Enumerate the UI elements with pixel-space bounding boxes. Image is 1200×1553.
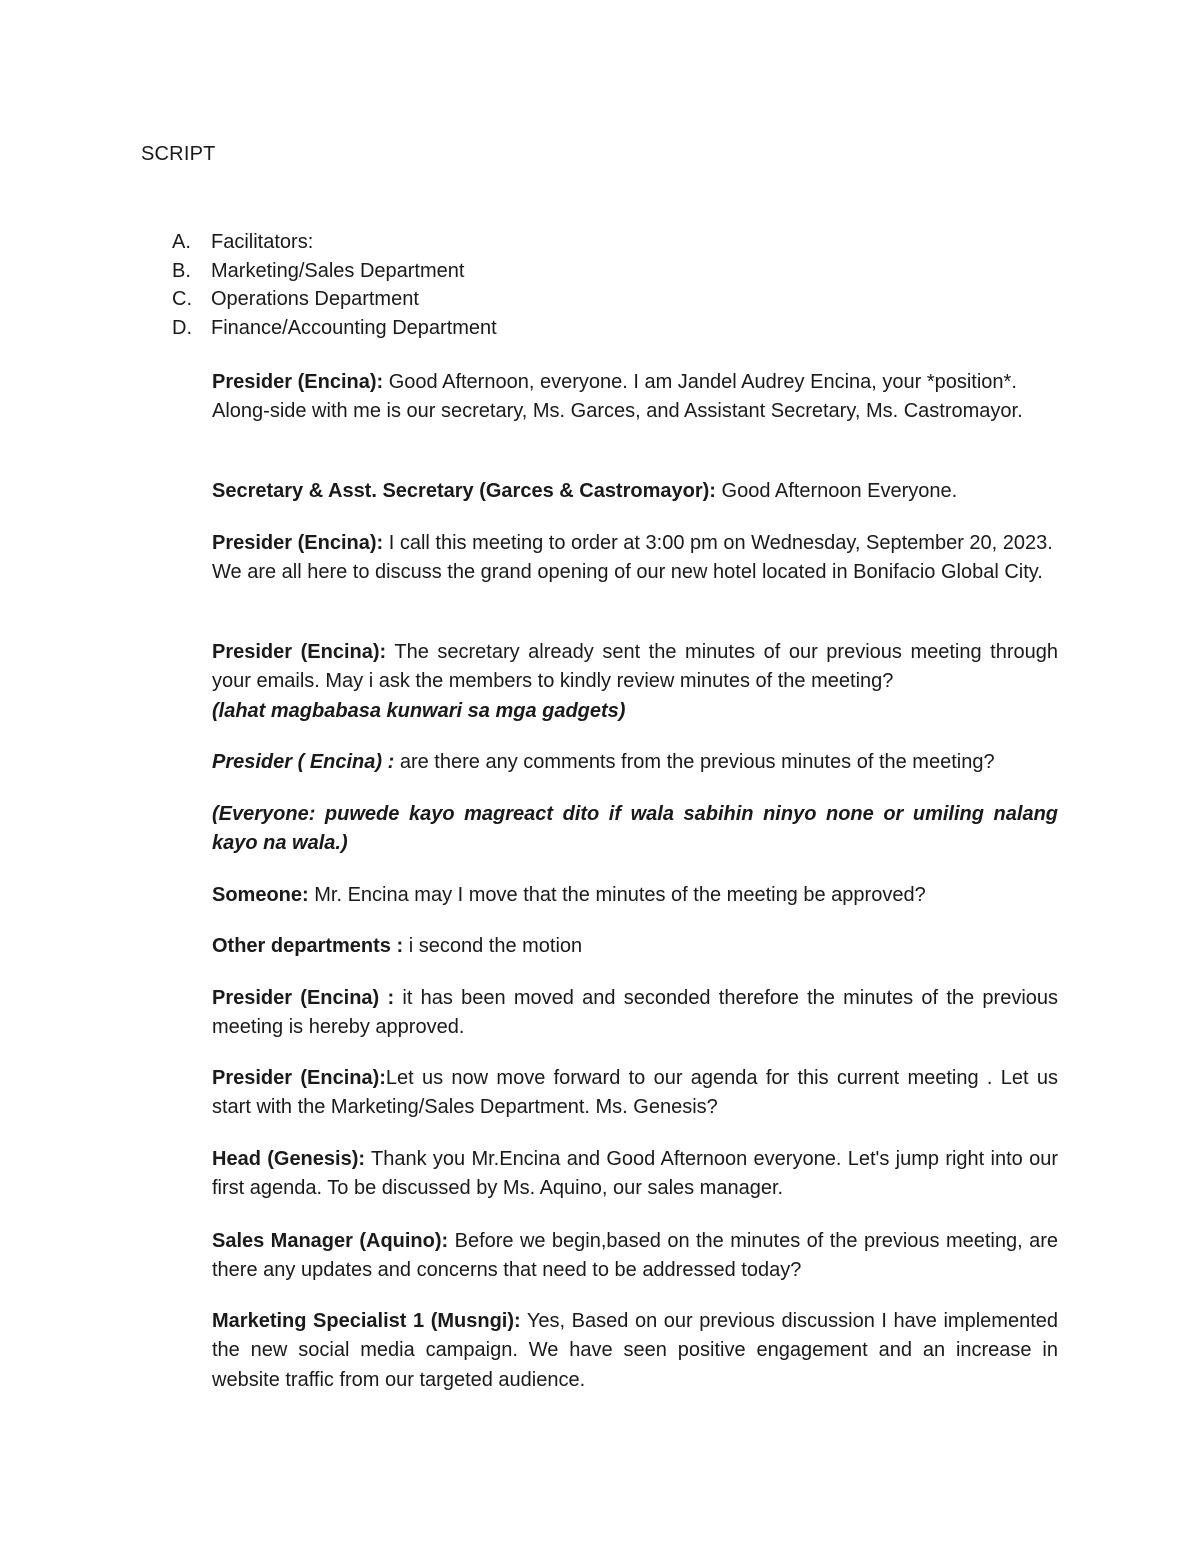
dialogue-text: are there any comments from the previous minutes of the meeting?	[394, 751, 995, 773]
script-paragraph	[212, 800, 1058, 859]
script-paragraph	[212, 1307, 1058, 1395]
script-paragraph	[212, 984, 1058, 1043]
speaker-label: Presider (Encina):	[212, 641, 387, 663]
script-paragraph	[212, 881, 1058, 910]
dialogue-text: Yes, Based on our previous discussion I have implemented the new social media campaign. We have seen positive engagement and an increase in website traffic from our targeted audience.	[212, 1310, 1058, 1391]
dialogue-text: Good Afternoon, everyone. I am Jandel Audrey Encina, your *position*. Along-side with me is our secretary, Ms. Garces, and Assistant Secretary, Ms. Castromayor.	[212, 371, 1023, 423]
dialogue-text: Before we begin,based on the minutes of the previous meeting, are there any updates and concerns that need to be addressed today?	[212, 1230, 1058, 1282]
dialogue-text: The secretary already sent the minutes of our previous meeting through your emails. May i ask the members to kindly review minutes of the meeting?	[212, 641, 1058, 693]
dialogue-text: i second the motion	[403, 935, 583, 957]
script-paragraph	[212, 1227, 1058, 1286]
agenda-item	[172, 314, 497, 343]
agenda-item	[172, 228, 497, 257]
speaker-label: Presider (Encina):	[212, 371, 384, 393]
script-paragraph	[212, 932, 1058, 961]
agenda-marker: D.	[172, 316, 192, 339]
dialogue-text: Good Afternoon Everyone.	[715, 480, 958, 502]
document-title: SCRIPT	[141, 143, 216, 165]
dialogue-text: it has been moved and seconded therefore the minutes of the previous meeting is hereby approved.	[212, 987, 1059, 1039]
speaker-label: Secretary & Asst. Secretary (Garces & Castromayor):	[212, 480, 716, 502]
script-paragraph	[212, 477, 1058, 506]
script-paragraph	[212, 1064, 1058, 1123]
agenda-item	[172, 285, 497, 314]
speaker-label: Presider (Encina) :	[212, 987, 395, 1009]
speaker-label: Presider (Encina):	[212, 1067, 386, 1089]
speaker-label: Other departments :	[212, 935, 404, 957]
script-paragraph	[212, 368, 1058, 427]
stage-direction: (Everyone: puwede kayo magreact dito if wala sabihin ninyo none or umiling nalang kayo na wala.)	[212, 803, 1058, 855]
agenda-text: Operations Department	[211, 288, 419, 311]
speaker-label: Presider ( Encina) :	[212, 751, 395, 773]
agenda-marker: B.	[172, 259, 191, 282]
agenda-list	[172, 228, 497, 342]
speaker-label: Head (Genesis):	[212, 1148, 366, 1170]
agenda-marker: C.	[172, 288, 192, 311]
agenda-text: Facilitators:	[211, 231, 314, 253]
agenda-marker: A.	[172, 231, 191, 253]
agenda-text: Marketing/Sales Department	[211, 259, 465, 282]
speaker-label: Someone:	[212, 884, 309, 906]
stage-direction: (lahat magbabasa kunwari sa mga gadgets)	[212, 699, 626, 722]
dialogue-text: I call this meeting to order at 3:00 pm on Wednesday, September 20, 2023. We are all here to discuss the grand opening of our new hotel located in Bonifacio Global City.	[212, 532, 1053, 584]
dialogue-text: Thank you Mr.Encina and Good Afternoon everyone. Let's jump right into our first agenda. To be discussed by Ms. Aquino, our sales manager.	[212, 1148, 1059, 1200]
script-paragraph	[212, 1145, 1058, 1204]
agenda-text: Finance/Accounting Department	[211, 316, 497, 339]
script-paragraph	[212, 638, 1058, 726]
dialogue-text: Mr. Encina may I move that the minutes of the meeting be approved?	[308, 884, 926, 906]
script-paragraph	[212, 529, 1058, 588]
script-paragraph	[212, 748, 1058, 777]
speaker-label: Sales Manager (Aquino):	[212, 1230, 449, 1252]
speaker-label: Marketing Specialist 1 (Musngi):	[212, 1310, 521, 1332]
agenda-item	[172, 257, 497, 286]
dialogue-text: Let us now move forward to our agenda for this current meeting . Let us start with the Marketing/Sales Department. Ms. Genesis?	[212, 1067, 1058, 1119]
speaker-label: Presider (Encina):	[212, 532, 384, 554]
